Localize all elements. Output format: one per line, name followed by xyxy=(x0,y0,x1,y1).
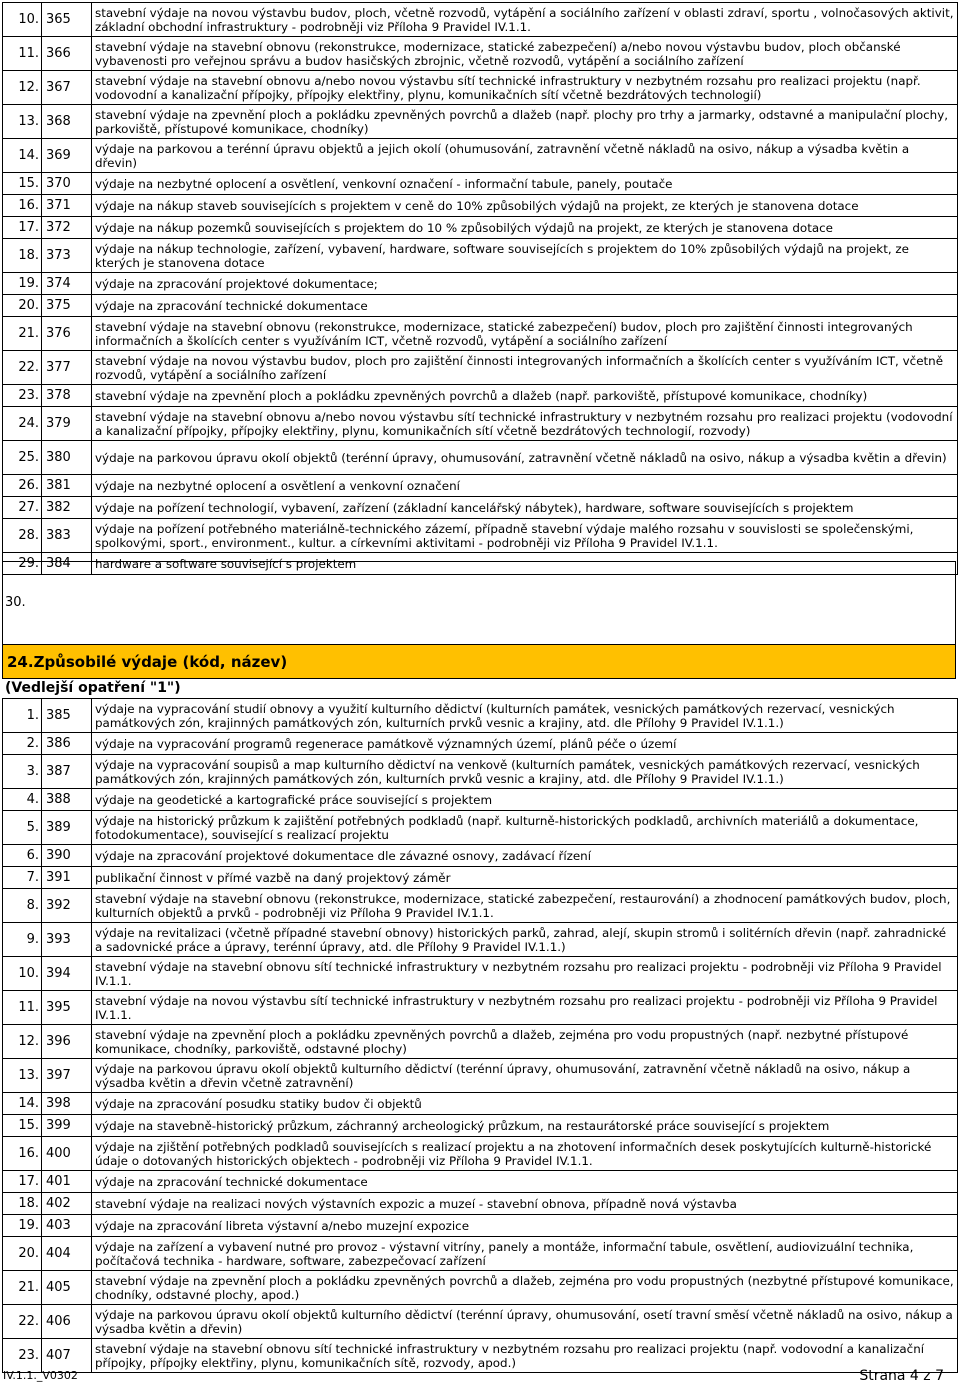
expense-code: 402 xyxy=(42,1193,92,1215)
table-row xyxy=(3,1237,958,1271)
expense-code: 385 xyxy=(42,699,92,733)
row-number: 28. xyxy=(3,519,42,553)
expense-description: stavební výdaje na novou výstavbu budov, ploch, včetně rozvodů, vytápění a sociálního zařízení v oblasti zdraví, sportu , volnočasových aktivit, základní obchodní infrastruktury - podrobněji viz Příloha 9 Pravidel IV.1.1. xyxy=(92,3,958,37)
table-row xyxy=(3,71,958,105)
expense-code: 378 xyxy=(42,385,92,407)
expense-code: 406 xyxy=(42,1305,92,1339)
expense-description: výdaje na parkovou úpravu okolí objektů kulturního dědictví (terénní úpravy, ohumusování, osetí travní směsí včetně nákladů na osivo, nákup a výsadba květin a dřevin) xyxy=(92,1305,958,1339)
table-row xyxy=(3,351,958,385)
expense-code: 396 xyxy=(42,1025,92,1059)
expense-description: výdaje na vypracování programů regenerace památkově významných území, plánů péče o území xyxy=(92,733,958,755)
expense-description: stavební výdaje na stavební obnovu (rekonstrukce, modernizace, statické zabezpečení, restaurování) a zhodnocení památkových budov, ploch, kulturních objektů a prvků - podrobněji viz Příloha 9 Pravidel IV.1.1. xyxy=(92,889,958,923)
table-row xyxy=(3,475,958,497)
expense-description: stavební výdaje na stavební obnovu sítí technické infrastruktury v nezbytném rozsahu pro realizaci projektu - podrobněji viz Příloha 9 Pravidel IV.1.1. xyxy=(92,957,958,991)
expense-description: stavební výdaje na zpevnění ploch a pokládku zpevněných povrchů a dlažeb, zejména pro vodu propustných (nezbytné přístupové komunikace, chodníky, odstavné plochy, apod.) xyxy=(92,1271,958,1305)
expense-description: publikační činnost v přímé vazbě na daný projektový záměr xyxy=(92,867,958,889)
expense-description: stavební výdaje na zpevnění ploch a pokládku zpevněných povrchů a dlažeb (např. plochy pro trhy a jarmarky, odstavné a manipulační plochy, parkoviště, přístupové komunikace, chodníky) xyxy=(92,105,958,139)
row-number: 19. xyxy=(3,273,42,295)
row-number: 12. xyxy=(3,71,42,105)
row-number: 26. xyxy=(3,475,42,497)
table-row xyxy=(3,497,958,519)
table-row xyxy=(3,1059,958,1093)
row-number: 17. xyxy=(3,1171,42,1193)
expense-description: stavební výdaje na zpevnění ploch a pokládku zpevněných povrchů a dlažeb, zejména pro vodu propustných (např. nezbytné přístupové komunikace, chodníky, parkoviště, odstavné plochy) xyxy=(92,1025,958,1059)
expense-code: 375 xyxy=(42,295,92,317)
expense-description: hardware a software související s projektem xyxy=(92,553,958,575)
row-number: 21. xyxy=(3,1271,42,1305)
document-code: IV.1.1._V0302 xyxy=(3,1369,78,1382)
expense-code: 382 xyxy=(42,497,92,519)
table-row xyxy=(3,385,958,407)
expense-code: 387 xyxy=(42,755,92,789)
table-row xyxy=(3,3,958,37)
expense-table-top xyxy=(2,2,958,575)
row-number: 24. xyxy=(3,407,42,441)
row-number: 15. xyxy=(3,1115,42,1137)
expense-description: výdaje na zpracování technické dokumentace xyxy=(92,1171,958,1193)
row-number: 18. xyxy=(3,1193,42,1215)
expense-code: 367 xyxy=(42,71,92,105)
expense-description: výdaje na zpracování technické dokumentace xyxy=(92,295,958,317)
row-number: 20. xyxy=(3,1237,42,1271)
expense-description: výdaje na pořízení potřebného materiálně-technického zázemí, případně stavební výdaje malého rozsahu v souvislosti se společenskými, spolkovými, sport., environment., kultur. a církevními aktivitami - podrobněji viz Příloha 9 Pravidel IV.1.1. xyxy=(92,519,958,553)
table-row xyxy=(3,733,958,755)
expense-description: výdaje na zpracování libreta výstavní a/nebo muzejní expozice xyxy=(92,1215,958,1237)
expense-code: 374 xyxy=(42,273,92,295)
row-number: 16. xyxy=(3,1137,42,1171)
expense-code: 366 xyxy=(42,37,92,71)
expense-code: 365 xyxy=(42,3,92,37)
expense-description: výdaje na vypracování soupisů a map kulturního dědictví na venkově (kulturních památek, vesnických památkových rezervací, vesnických památkových zón, krajinných památkových zón, kulturních prvků vesnic a krajiny, atd. dle Přílohy 9 Pravidel IV.1.1.) xyxy=(92,755,958,789)
row-number: 12. xyxy=(3,1025,42,1059)
expense-code: 395 xyxy=(42,991,92,1025)
row-number: 11. xyxy=(3,991,42,1025)
empty-row xyxy=(2,561,956,644)
table-row xyxy=(3,295,958,317)
expense-description: výdaje na nákup pozemků souvisejících s projektem do 10 % způsobilých výdajů na projekt, ze kterých je stanovena dotace xyxy=(92,217,958,239)
row-number: 3. xyxy=(3,755,42,789)
expense-description: výdaje na zpracování projektové dokumentace; xyxy=(92,273,958,295)
expense-description: výdaje na zpracování projektové dokumentace dle závazné osnovy, zadávací řízení xyxy=(92,845,958,867)
table-row xyxy=(3,867,958,889)
row-number: 6. xyxy=(3,845,42,867)
expense-code: 369 xyxy=(42,139,92,173)
expense-description: výdaje na revitalizaci (včetně případné stavební obnovy) historických parků, zahrad, alejí, skupin stromů i solitérních dřevin (např. zahradnické a sadovnické práce a úpravy, terénní úpravy, atd. dle Přílohy 9 Pravidel IV.1.1.) xyxy=(92,923,958,957)
expense-code: 376 xyxy=(42,317,92,351)
table-row xyxy=(3,889,958,923)
row-number: 18. xyxy=(3,239,42,273)
table-row xyxy=(3,1193,958,1215)
section-title: 24.Způsobilé výdaje (kód, název) xyxy=(2,644,956,679)
row-number: 20. xyxy=(3,295,42,317)
table-row xyxy=(3,699,958,733)
expense-code: 373 xyxy=(42,239,92,273)
row-number: 14. xyxy=(3,139,42,173)
table-row xyxy=(3,1271,958,1305)
expense-code: 379 xyxy=(42,407,92,441)
expense-description: výdaje na nezbytné oplocení a osvětlení a venkovní označení xyxy=(92,475,958,497)
expense-description: výdaje na parkovou úpravu okolí objektů kulturního dědictví (terénní úpravy, ohumusování, zatravnění včetně nákladů na osivo, nákup a výsadba květin a dřevin včetně zatravnění) xyxy=(92,1059,958,1093)
row-number: 17. xyxy=(3,217,42,239)
section-subtitle: (Vedlejší opatření "1") xyxy=(5,680,181,696)
row-number: 25. xyxy=(3,441,42,475)
expense-code: 404 xyxy=(42,1237,92,1271)
row-number: 4. xyxy=(3,789,42,811)
expense-code: 383 xyxy=(42,519,92,553)
expense-description: stavební výdaje na novou výstavbu sítí technické infrastruktury v nezbytném rozsahu pro realizaci projektu - podrobněji viz Příloha 9 Pravidel IV.1.1. xyxy=(92,991,958,1025)
expense-code: 392 xyxy=(42,889,92,923)
expense-description: výdaje na nákup technologie, zařízení, vybavení, hardware, software souvisejících s projektem do 10% způsobilých výdajů na projekt, ze kterých je stanovena dotace xyxy=(92,239,958,273)
table-row xyxy=(3,139,958,173)
row-number: 10. xyxy=(3,3,42,37)
expense-description: stavební výdaje na stavební obnovu sítí technické infrastruktury v nezbytném rozsahu pro realizaci projektu (např. vodovodní a kanalizační přípojky, přípojky elektřiny, plynu, komunikačních sítě, rozvody, apod.) xyxy=(92,1339,958,1373)
table-row xyxy=(3,195,958,217)
table-row xyxy=(3,37,958,71)
expense-code: 371 xyxy=(42,195,92,217)
expense-description: výdaje na pořízení technologií, vybavení, zařízení (základní kancelářský nábytek), hardware, software souvisejících s projektem xyxy=(92,497,958,519)
expense-code: 389 xyxy=(42,811,92,845)
expense-description: stavební výdaje na novou výstavbu budov, ploch pro zajištění činnosti integrovaných informačních a školících center s využíváním ICT, včetně rozvodů, vytápění a sociálního zařízení xyxy=(92,351,958,385)
row-number: 23. xyxy=(3,1339,42,1373)
table-row xyxy=(3,239,958,273)
expense-description: výdaje na nezbytné oplocení a osvětlení, venkovní označení - informační tabule, panely, poutače xyxy=(92,173,958,195)
row-number: 5. xyxy=(3,811,42,845)
table-row xyxy=(3,1025,958,1059)
expense-description: stavební výdaje na stavební obnovu a/nebo novou výstavbu sítí technické infrastruktury v nezbytném rozsahu pro realizaci projektu (vodovodní a kanalizační přípojky, přípojky elektřiny, plynu, komunikačních sítí včetně bezdrátových technologií, rozvody) xyxy=(92,407,958,441)
row-number: 8. xyxy=(3,889,42,923)
expense-code: 368 xyxy=(42,105,92,139)
expense-code: 391 xyxy=(42,867,92,889)
table-row xyxy=(3,105,958,139)
row-number: 22. xyxy=(3,351,42,385)
expense-code: 399 xyxy=(42,1115,92,1137)
expense-code: 397 xyxy=(42,1059,92,1093)
table-row xyxy=(3,1215,958,1237)
table-row xyxy=(3,1339,958,1373)
row-number: 14. xyxy=(3,1093,42,1115)
expense-code: 407 xyxy=(42,1339,92,1373)
expense-code: 398 xyxy=(42,1093,92,1115)
table-row xyxy=(3,317,958,351)
table-row xyxy=(3,1137,958,1171)
row-number: 29. xyxy=(3,553,42,575)
expense-code: 384 xyxy=(42,553,92,575)
table-row xyxy=(3,845,958,867)
expense-description: výdaje na nákup staveb souvisejících s projektem v ceně do 10% způsobilých výdajů na projekt, ze kterých je stanovena dotace xyxy=(92,195,958,217)
row-number: 19. xyxy=(3,1215,42,1237)
expense-code: 403 xyxy=(42,1215,92,1237)
expense-code: 405 xyxy=(42,1271,92,1305)
table-row xyxy=(3,273,958,295)
expense-code: 380 xyxy=(42,441,92,475)
table-row xyxy=(3,519,958,553)
expense-description: stavební výdaje na stavební obnovu a/nebo novou výstavbu sítí technické infrastruktury v nezbytném rozsahu pro realizaci projektu (např. vodovodní a kanalizační přípojky, přípojky elektřiny, plynu, komunikačních sítí včetně bezdrátových technologií) xyxy=(92,71,958,105)
row-number: 27. xyxy=(3,497,42,519)
table-row xyxy=(3,441,958,475)
table-row xyxy=(3,173,958,195)
row-number: 1. xyxy=(3,699,42,733)
row-number: 30. xyxy=(5,595,26,610)
page-number: Strana 4 z 7 xyxy=(859,1368,944,1384)
table-row xyxy=(3,1305,958,1339)
expense-code: 370 xyxy=(42,173,92,195)
expense-description: výdaje na zjištění potřebných podkladů souvisejících s realizací projektu a na zhotovení informačních desek poskytujících kulturně-historické údaje o dotovaných historických objektech - podrobněji viz Příloha 9 Pravidel IV.1.1. xyxy=(92,1137,958,1171)
row-number: 10. xyxy=(3,957,42,991)
expense-description: stavební výdaje na realizaci nových výstavních expozic a muzeí - stavební obnova, případně nová výstavba xyxy=(92,1193,958,1215)
table-row xyxy=(3,1115,958,1137)
expense-description: stavební výdaje na zpevnění ploch a pokládku zpevněných povrchů a dlažeb (např. parkoviště, přístupové komunikace, chodníky) xyxy=(92,385,958,407)
table-row xyxy=(3,217,958,239)
expense-code: 393 xyxy=(42,923,92,957)
expense-code: 381 xyxy=(42,475,92,497)
table-row xyxy=(3,991,958,1025)
expense-code: 388 xyxy=(42,789,92,811)
expense-code: 386 xyxy=(42,733,92,755)
expense-code: 372 xyxy=(42,217,92,239)
row-number: 13. xyxy=(3,105,42,139)
expense-code: 401 xyxy=(42,1171,92,1193)
expense-description: výdaje na geodetické a kartografické práce související s projektem xyxy=(92,789,958,811)
row-number: 15. xyxy=(3,173,42,195)
expense-code: 377 xyxy=(42,351,92,385)
expense-code: 400 xyxy=(42,1137,92,1171)
expense-description: stavební výdaje na stavební obnovu (rekonstrukce, modernizace, statické zabezpečení) budov, ploch pro zajištění činnosti integrovaných informačních a školících center s využíváním ICT, včetně rozvodů, vytápění a sociálního zařízení xyxy=(92,317,958,351)
table-row xyxy=(3,1093,958,1115)
expense-table-bottom xyxy=(2,698,958,1373)
table-row xyxy=(3,407,958,441)
row-number: 16. xyxy=(3,195,42,217)
row-number: 23. xyxy=(3,385,42,407)
row-number: 21. xyxy=(3,317,42,351)
row-number: 11. xyxy=(3,37,42,71)
expense-description: výdaje na vypracování studií obnovy a využití kulturního dědictví (kulturních památek, vesnických památkových rezervací, vesnických památkových zón, krajinných památkových zón, kulturních prvků vesnic a krajiny, atd. dle Přílohy 9 Pravidel IV.1.1.) xyxy=(92,699,958,733)
table-row xyxy=(3,923,958,957)
table-row xyxy=(3,789,958,811)
table-row xyxy=(3,957,958,991)
expense-description: výdaje na historický průzkum k zajištění potřebných podkladů (např. kulturně-historických podkladů, archivních materiálů a dokumentace, fotodokumentace), související s realizací projektu xyxy=(92,811,958,845)
row-number: 13. xyxy=(3,1059,42,1093)
row-number: 9. xyxy=(3,923,42,957)
expense-description: výdaje na parkovou a terénní úpravu objektů a jejich okolí (ohumusování, zatravnění včetně nákladů na osivo, nákup a výsadba květin a dřevin) xyxy=(92,139,958,173)
row-number: 2. xyxy=(3,733,42,755)
expense-code: 390 xyxy=(42,845,92,867)
expense-description: výdaje na stavebně-historický průzkum, záchranný archeologický průzkum, na restaurátorské práce související s projektem xyxy=(92,1115,958,1137)
expense-code: 394 xyxy=(42,957,92,991)
expense-description: výdaje na zařízení a vybavení nutné pro provoz - výstavní vitríny, panely a montáže, informační tabule, osvětlení, audiovizuální technika, počítačová technika - hardware, software, zabezpečovací zařízení xyxy=(92,1237,958,1271)
expense-description: výdaje na parkovou úpravu okolí objektů (terénní úpravy, ohumusování, zatravnění včetně nákladů na osivo, nákup a výsadba květin a dřevin) xyxy=(92,441,958,475)
table-row xyxy=(3,1171,958,1193)
row-number: 7. xyxy=(3,867,42,889)
row-number: 22. xyxy=(3,1305,42,1339)
table-row xyxy=(3,755,958,789)
table-row xyxy=(3,811,958,845)
expense-description: stavební výdaje na stavební obnovu (rekonstrukce, modernizace, statické zabezpečení) a/nebo novou výstavbu budov, ploch občanské vybavenosti pro veřejnou správu a budov hasičských zbrojnic, včetně rozvodů, vytápění a sociálního zařízení xyxy=(92,37,958,71)
expense-description: výdaje na zpracování posudku statiky budov či objektů xyxy=(92,1093,958,1115)
